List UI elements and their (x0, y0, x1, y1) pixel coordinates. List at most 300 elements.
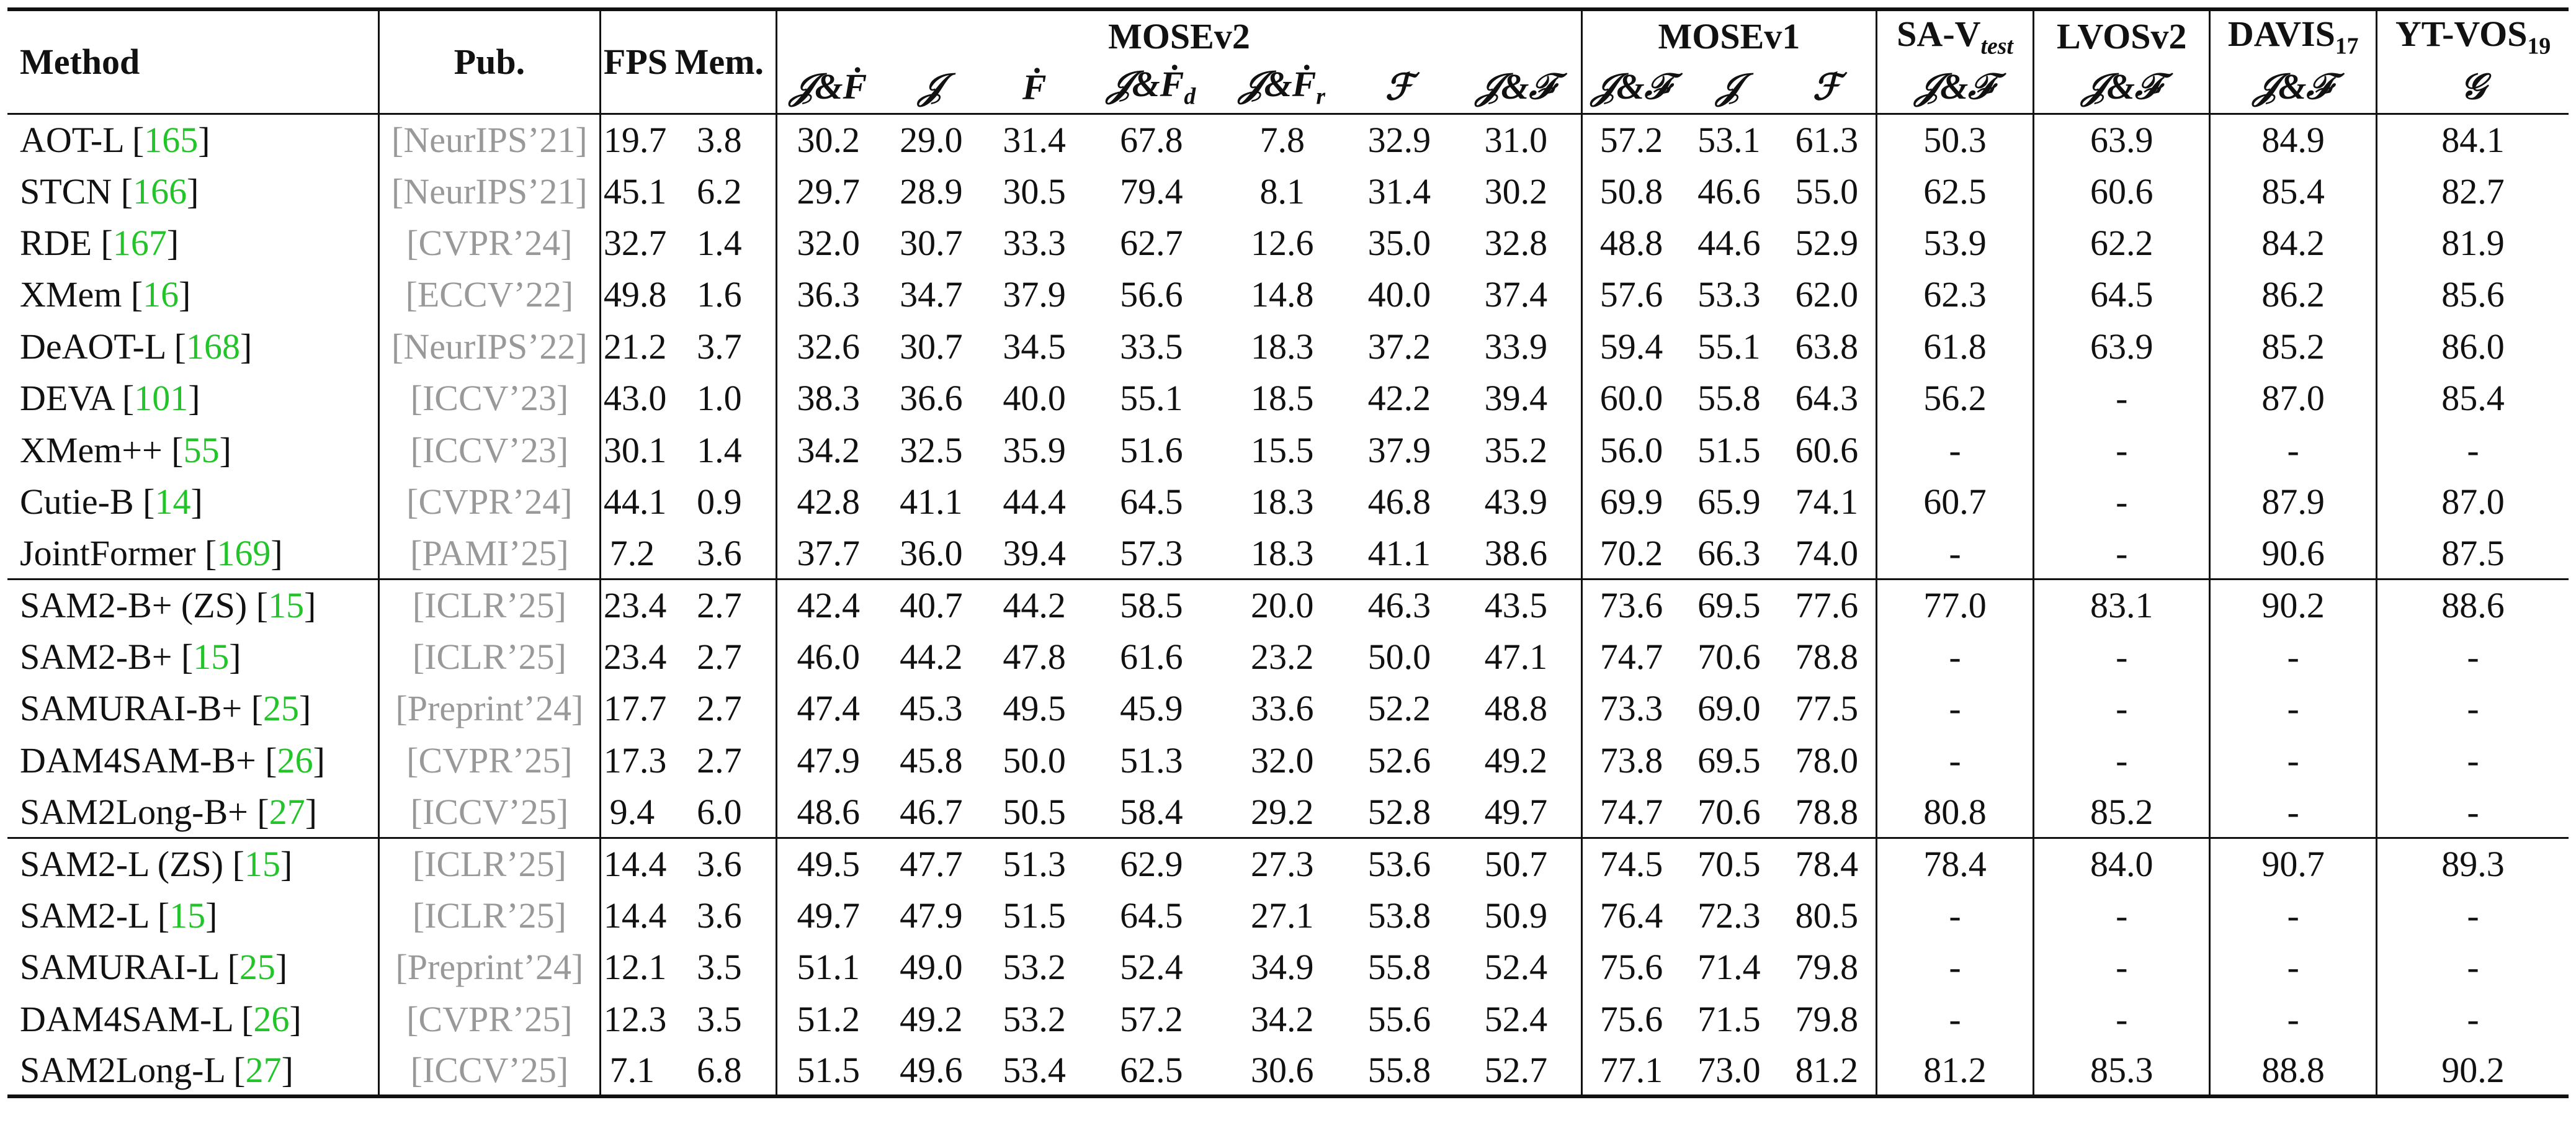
mosev2-cell: 37.2 (1367, 326, 1431, 367)
header-fps: FPS (600, 9, 663, 114)
mosev2-cell: 31.4 (1367, 171, 1431, 212)
mosev2-cell: 46.7 (900, 791, 963, 832)
table-row (7, 269, 2569, 320)
citation-number: 14 (154, 481, 191, 522)
mosev1-cell: 71.5 (1697, 998, 1761, 1039)
table-row (7, 527, 2569, 579)
mosev2-cell: 18.3 (1251, 532, 1314, 573)
citation-number: 27 (269, 791, 305, 832)
mosev1-cell: 61.3 (1795, 119, 1859, 160)
mosev2-cell: 28.9 (900, 171, 963, 212)
method-name: DeAOT-L (20, 326, 166, 367)
lvos-cell: - (2034, 424, 2210, 475)
table-row (7, 217, 2569, 269)
citation-number: 25 (239, 947, 275, 988)
mosev2-cell: 20.0 (1217, 580, 1348, 631)
table-row (7, 683, 2569, 734)
mosev1-cell: 69.5 (1680, 580, 1778, 631)
mosev1-cell: 51.5 (1697, 429, 1761, 470)
method-cell (7, 631, 378, 683)
mosev1-cell: 48.8 (1582, 217, 1680, 269)
sav-cell: 78.4 (1876, 838, 2034, 889)
header-group-sav (1876, 9, 2034, 61)
davis-label: DAVIS (2227, 13, 2335, 54)
cite-bracket-close: ] (187, 171, 199, 212)
method-cell (7, 1045, 378, 1096)
method-cell (7, 838, 378, 889)
citation-number: 16 (143, 274, 179, 315)
table-row (7, 890, 2569, 941)
results-table (7, 7, 2569, 1098)
mosev1-cell: 81.2 (1778, 1045, 1876, 1096)
mosev2-cell: 50.0 (1003, 740, 1066, 781)
mosev2-cell: 35.9 (1003, 429, 1066, 470)
cite-bracket-close: ] (280, 844, 293, 885)
mosev1-cell: 55.0 (1795, 171, 1859, 212)
mosev2-cell: 35.0 (1367, 222, 1431, 263)
mosev2-cell: 51.1 (776, 941, 879, 993)
method-name: STCN (20, 171, 112, 212)
citation-number: 15 (169, 895, 206, 936)
ytvos-cell: 87.5 (2377, 527, 2569, 579)
ytvos-cell: 88.6 (2377, 580, 2569, 631)
mosev2-cell: 42.4 (776, 580, 879, 631)
mosev2-cell: 38.6 (1484, 532, 1548, 573)
mosev2-cell: 52.4 (1484, 998, 1548, 1039)
mosev2-cell: 12.6 (1251, 222, 1314, 263)
fps-cell: 14.4 (600, 838, 663, 889)
mosev1-cell: 79.8 (1795, 998, 1859, 1039)
cite-bracket-close: ] (219, 429, 231, 470)
cite-bracket-open: [ (148, 895, 170, 936)
fps-cell: 23.4 (600, 631, 663, 683)
method-name: DEVA (20, 378, 114, 419)
fps-cell: 17.7 (600, 683, 663, 734)
mosev1-cell: 60.0 (1582, 372, 1680, 424)
sav-cell: - (1876, 890, 2034, 941)
pub-cell: [ICCV’23] (378, 424, 600, 475)
sav-cell: 50.3 (1876, 114, 2034, 165)
mosev2-cell: 55.6 (1367, 998, 1431, 1039)
cite-bracket-open: [ (224, 1049, 246, 1090)
fps-cell: 12.1 (600, 941, 663, 993)
header-group-mosev2: MOSEv2 (776, 9, 1581, 61)
method-cell (7, 735, 378, 786)
mem-cell: 6.8 (663, 1045, 777, 1096)
cite-bracket-open: [ (247, 585, 269, 626)
sav-cell: - (1876, 527, 2034, 579)
mosev2-cell: 35.2 (1484, 429, 1548, 470)
fps-cell: 7.2 (600, 527, 663, 579)
mem-cell: 3.6 (697, 895, 742, 936)
method-cell (7, 217, 378, 269)
lvos-cell: 63.9 (2034, 321, 2210, 372)
mem-cell: 1.4 (697, 429, 742, 470)
pub-cell: [CVPR’25] (378, 993, 600, 1045)
table-row (7, 1045, 2569, 1096)
mosev2-cell: 52.4 (1120, 947, 1183, 988)
method-name: DAM4SAM-B+ (20, 740, 256, 781)
subheader-v1-0: 𝒥&ℱ (1582, 61, 1680, 114)
method-name: DAM4SAM-L (20, 998, 233, 1039)
mosev2-cell: 40.7 (880, 580, 983, 631)
mosev2-cell: 18.5 (1251, 378, 1314, 419)
davis-cell: 87.9 (2210, 476, 2377, 527)
mosev2-cell: 52.8 (1367, 791, 1431, 832)
sav-cell: 62.3 (1876, 269, 2034, 320)
mosev2-cell: 30.2 (1484, 171, 1548, 212)
table-row (7, 165, 2569, 217)
mosev2-cell: 56.6 (1120, 274, 1183, 315)
mosev1-cell: 71.4 (1697, 947, 1761, 988)
davis-cell: - (2210, 631, 2377, 683)
citation-number: 25 (263, 688, 300, 729)
fps-cell: 44.1 (600, 476, 663, 527)
cite-bracket-open: [ (232, 998, 254, 1039)
fps-cell: 45.1 (600, 165, 663, 217)
table-row (7, 372, 2569, 424)
subheader-v2-3-label: 𝒥&Ḟ (1107, 64, 1184, 105)
mosev2-cell: 43.5 (1451, 580, 1582, 631)
subheader-v2-3-sub: d (1184, 84, 1196, 110)
mosev2-cell: 42.2 (1367, 378, 1431, 419)
fps-cell: 49.8 (600, 269, 663, 320)
mosev2-cell: 53.2 (1003, 998, 1066, 1039)
mosev2-cell: 51.2 (776, 993, 879, 1045)
method-cell (7, 527, 378, 579)
mosev2-cell: 33.5 (1120, 326, 1183, 367)
method-cell (7, 580, 378, 631)
cite-bracket-close: ] (304, 585, 316, 626)
cite-bracket-open: [ (133, 481, 155, 522)
lvos-cell: - (2034, 683, 2210, 734)
mosev2-cell: 52.4 (1484, 947, 1548, 988)
mosev2-cell: 34.2 (776, 424, 879, 475)
mosev1-cell: 53.1 (1697, 119, 1761, 160)
sav-cell: - (1876, 631, 2034, 683)
header-group-lvosv2: LVOSv2 (2034, 9, 2210, 61)
mosev2-cell: 44.2 (983, 580, 1086, 631)
mosev2-cell: 41.1 (900, 481, 963, 522)
ytvos-cell: - (2377, 735, 2569, 786)
mosev2-cell: 50.9 (1484, 895, 1548, 936)
table-row (7, 993, 2569, 1045)
lvos-cell: 85.3 (2034, 1045, 2210, 1096)
mosev1-cell: 79.8 (1795, 947, 1859, 988)
table-header (7, 9, 2569, 114)
cite-bracket-open: [ (112, 171, 133, 212)
mosev2-cell: 29.0 (900, 119, 963, 160)
mosev2-cell: 47.9 (900, 895, 963, 936)
lvos-cell: - (2034, 941, 2210, 993)
cite-bracket-close: ] (179, 274, 191, 315)
pub-cell: [NeurIPS’21] (378, 114, 600, 165)
pub-cell: [ICLR’25] (378, 838, 600, 889)
method-cell (7, 993, 378, 1045)
lvos-cell: 62.2 (2034, 217, 2210, 269)
ytvos-cell: 82.7 (2377, 165, 2569, 217)
ytvos-cell: 87.0 (2377, 476, 2569, 527)
method-name: SAM2Long-B+ (20, 791, 248, 832)
mosev2-cell: 48.6 (776, 786, 879, 838)
mem-cell: 3.8 (697, 119, 742, 160)
mosev1-cell: 57.2 (1582, 114, 1680, 165)
mosev2-cell: 34.2 (1251, 998, 1314, 1039)
method-cell (7, 165, 378, 217)
method-name: SAMURAI-L (20, 947, 219, 988)
davis-cell: 85.2 (2210, 321, 2377, 372)
lvos-cell: 83.1 (2034, 580, 2210, 631)
method-cell (7, 321, 378, 372)
mosev2-cell: 48.8 (1484, 688, 1548, 729)
mosev2-cell: 41.1 (1367, 532, 1431, 573)
mosev1-cell: 70.6 (1697, 637, 1761, 678)
sav-cell: - (1876, 941, 2034, 993)
mosev2-cell: 50.0 (1367, 637, 1431, 678)
davis-cell: 84.2 (2210, 217, 2377, 269)
method-name: XMem++ (20, 429, 163, 470)
mosev2-cell: 55.8 (1348, 1045, 1451, 1096)
mosev1-cell: 55.1 (1697, 326, 1761, 367)
cite-bracket-close: ] (205, 895, 218, 936)
mosev2-cell: 18.3 (1251, 481, 1314, 522)
mosev1-cell: 75.6 (1582, 993, 1680, 1045)
ytvos-label: YT-VOS (2395, 13, 2528, 54)
method-cell (7, 424, 378, 475)
mosev1-cell: 77.1 (1582, 1045, 1680, 1096)
method-cell (7, 786, 378, 838)
mosev1-cell: 60.6 (1795, 429, 1859, 470)
citation-number: 26 (277, 740, 313, 781)
table-row (7, 114, 2569, 165)
fps-cell: 14.4 (600, 890, 663, 941)
ytvos-cell: 89.3 (2377, 838, 2569, 889)
mosev2-cell: 47.4 (776, 683, 879, 734)
mosev2-cell: 55.8 (1367, 947, 1431, 988)
mosev1-cell: 44.6 (1697, 222, 1761, 263)
mosev2-cell: 45.8 (900, 740, 963, 781)
method-cell (7, 476, 378, 527)
method-cell (7, 372, 378, 424)
mosev2-cell: 64.5 (1120, 481, 1183, 522)
mosev2-cell: 51.5 (776, 1045, 879, 1096)
mem-cell: 1.4 (697, 222, 742, 263)
ytvos-cell: 86.0 (2377, 321, 2569, 372)
mosev1-cell: 46.6 (1697, 171, 1761, 212)
mosev2-cell: 38.3 (776, 372, 879, 424)
davis-cell: - (2210, 683, 2377, 734)
cite-bracket-open: [ (122, 274, 143, 315)
method-name: SAM2-L (20, 895, 149, 936)
mosev1-cell: 53.3 (1697, 274, 1761, 315)
lvos-cell: - (2034, 476, 2210, 527)
mosev2-cell: 53.6 (1348, 838, 1451, 889)
mosev2-cell: 58.4 (1120, 791, 1183, 832)
pub-cell: [ECCV’22] (378, 269, 600, 320)
mosev2-cell: 33.6 (1251, 688, 1314, 729)
mosev2-cell: 49.5 (776, 838, 879, 889)
mem-cell: 6.2 (697, 171, 742, 212)
fps-cell: 23.4 (600, 580, 663, 631)
lvos-cell: 85.2 (2034, 786, 2210, 838)
sav-cell: 62.5 (1876, 165, 2034, 217)
mosev1-cell: 73.6 (1582, 580, 1680, 631)
ytvos-subscript: 19 (2527, 33, 2551, 60)
mosev2-cell: 32.9 (1367, 119, 1431, 160)
sav-label: SA-V (1897, 13, 1981, 54)
table-row (7, 580, 2569, 631)
mosev1-cell: 74.5 (1582, 838, 1680, 889)
mem-cell: 2.7 (697, 740, 742, 781)
citation-number: 15 (244, 844, 280, 885)
mosev2-cell: 37.7 (776, 527, 879, 579)
citation-number: 168 (186, 326, 240, 367)
mem-cell: 3.5 (697, 998, 742, 1039)
header-group-davis (2210, 9, 2377, 61)
sav-cell: - (1876, 683, 2034, 734)
mosev1-cell: 74.1 (1795, 481, 1859, 522)
mosev2-cell: 62.7 (1120, 222, 1183, 263)
lvos-cell: 63.9 (2034, 114, 2210, 165)
cite-bracket-open: [ (242, 688, 264, 729)
table-row (7, 476, 2569, 527)
mosev1-cell: 75.6 (1582, 941, 1680, 993)
table-row (7, 321, 2569, 372)
mosev2-cell: 50.7 (1451, 838, 1582, 889)
mosev2-cell: 58.5 (1086, 580, 1217, 631)
mosev2-cell: 49.2 (900, 998, 963, 1039)
mosev2-cell: 52.6 (1367, 740, 1431, 781)
sav-cell: 60.7 (1876, 476, 2034, 527)
mosev2-cell: 52.2 (1367, 688, 1431, 729)
citation-number: 15 (268, 585, 305, 626)
mosev1-cell: 78.8 (1795, 791, 1859, 832)
fps-cell: 9.4 (600, 786, 663, 838)
davis-cell: 86.2 (2210, 269, 2377, 320)
mosev1-cell: 70.6 (1697, 791, 1761, 832)
method-name: Cutie-B (20, 481, 134, 522)
mosev2-cell: 67.8 (1120, 119, 1183, 160)
table-row (7, 631, 2569, 683)
mosev2-cell: 34.9 (1251, 947, 1314, 988)
mosev2-cell: 45.9 (1120, 688, 1183, 729)
method-name: SAM2-L (ZS) (20, 844, 224, 885)
mosev1-cell: 62.0 (1795, 274, 1859, 315)
ytvos-cell: - (2377, 424, 2569, 475)
subheader-v2-3 (1086, 61, 1217, 114)
sav-cell: 81.2 (1876, 1045, 2034, 1096)
subheader-v2-6: 𝒥&ℱ (1451, 61, 1582, 114)
method-cell (7, 890, 378, 941)
lvos-cell: - (2034, 890, 2210, 941)
pub-cell: [Preprint’24] (378, 683, 600, 734)
mem-cell: 2.7 (663, 580, 777, 631)
mosev2-cell: 40.0 (1367, 274, 1431, 315)
mosev1-cell: 74.7 (1582, 631, 1680, 683)
subheader-v2-4-label: 𝒥&Ḟ (1239, 64, 1317, 105)
mosev2-cell: 49.2 (1484, 740, 1548, 781)
mosev2-cell: 47.9 (776, 735, 879, 786)
mosev2-cell: 46.0 (776, 631, 879, 683)
mosev2-cell: 53.8 (1367, 895, 1431, 936)
sav-cell: 61.8 (1876, 321, 2034, 372)
sav-cell: 80.8 (1876, 786, 2034, 838)
mem-cell: 0.9 (697, 481, 742, 522)
davis-cell: 87.0 (2210, 372, 2377, 424)
fps-cell: 43.0 (600, 372, 663, 424)
ytvos-cell: 85.4 (2377, 372, 2569, 424)
mosev2-cell: 31.0 (1484, 119, 1548, 160)
mosev2-cell: 27.3 (1217, 838, 1348, 889)
cite-bracket-close: ] (190, 481, 203, 522)
ytvos-cell: - (2377, 631, 2569, 683)
citation-number: 166 (133, 171, 187, 212)
mosev2-cell: 44.2 (900, 637, 963, 678)
mosev2-cell: 49.7 (776, 890, 879, 941)
method-name: SAM2-B+ (20, 637, 172, 678)
citation-number: 169 (217, 532, 271, 573)
mosev2-cell: 36.6 (900, 378, 963, 419)
header-pub: Pub. (378, 9, 600, 114)
cite-bracket-close: ] (305, 791, 318, 832)
davis-cell: - (2210, 941, 2377, 993)
mosev2-cell: 30.6 (1217, 1045, 1348, 1096)
pub-cell: [Preprint’24] (378, 941, 600, 993)
davis-cell: - (2210, 993, 2377, 1045)
lvos-cell: - (2034, 372, 2210, 424)
mosev2-cell: 15.5 (1251, 429, 1314, 470)
lvos-cell: 84.0 (2034, 838, 2210, 889)
lvos-cell: 64.5 (2034, 269, 2210, 320)
cite-bracket-open: [ (223, 844, 244, 885)
fps-cell: 12.3 (600, 993, 663, 1045)
citation-number: 55 (183, 429, 220, 470)
citation-number: 101 (134, 378, 189, 419)
mosev2-cell: 32.0 (1251, 740, 1314, 781)
mosev1-cell: 78.8 (1795, 637, 1859, 678)
method-name: XMem (20, 274, 122, 315)
mosev1-cell: 77.6 (1778, 580, 1876, 631)
mosev2-cell: 7.8 (1259, 119, 1305, 160)
mosev2-cell: 55.1 (1120, 378, 1183, 419)
mosev2-cell: 46.3 (1348, 580, 1451, 631)
mosev2-cell: 39.4 (1484, 378, 1548, 419)
mosev2-cell: 36.3 (776, 269, 879, 320)
cite-bracket-open: [ (165, 326, 186, 367)
mosev2-cell: 62.9 (1086, 838, 1217, 889)
subheader-v2-1: 𝒥 (880, 61, 983, 114)
mosev2-cell: 32.0 (776, 217, 879, 269)
mosev1-cell: 57.6 (1582, 269, 1680, 320)
table-body (7, 114, 2569, 1096)
method-name: SAM2-B+ (ZS) (20, 585, 248, 626)
mosev2-cell: 18.3 (1251, 326, 1314, 367)
mosev2-cell: 14.8 (1251, 274, 1314, 315)
mosev1-cell: 72.3 (1697, 895, 1761, 936)
davis-cell: 84.9 (2210, 114, 2377, 165)
method-cell (7, 683, 378, 734)
citation-number: 15 (193, 637, 230, 678)
cite-bracket-open: [ (248, 791, 269, 832)
mem-cell: 3.6 (697, 532, 742, 573)
subheader-lvos: 𝒥&ℱ (2034, 61, 2210, 114)
mosev2-cell: 43.9 (1484, 481, 1548, 522)
cite-bracket-open: [ (113, 378, 135, 419)
cite-bracket-close: ] (281, 1049, 293, 1090)
cite-bracket-open: [ (92, 222, 113, 263)
header-mem: Mem. (663, 9, 777, 114)
mosev2-cell: 47.8 (1003, 637, 1066, 678)
